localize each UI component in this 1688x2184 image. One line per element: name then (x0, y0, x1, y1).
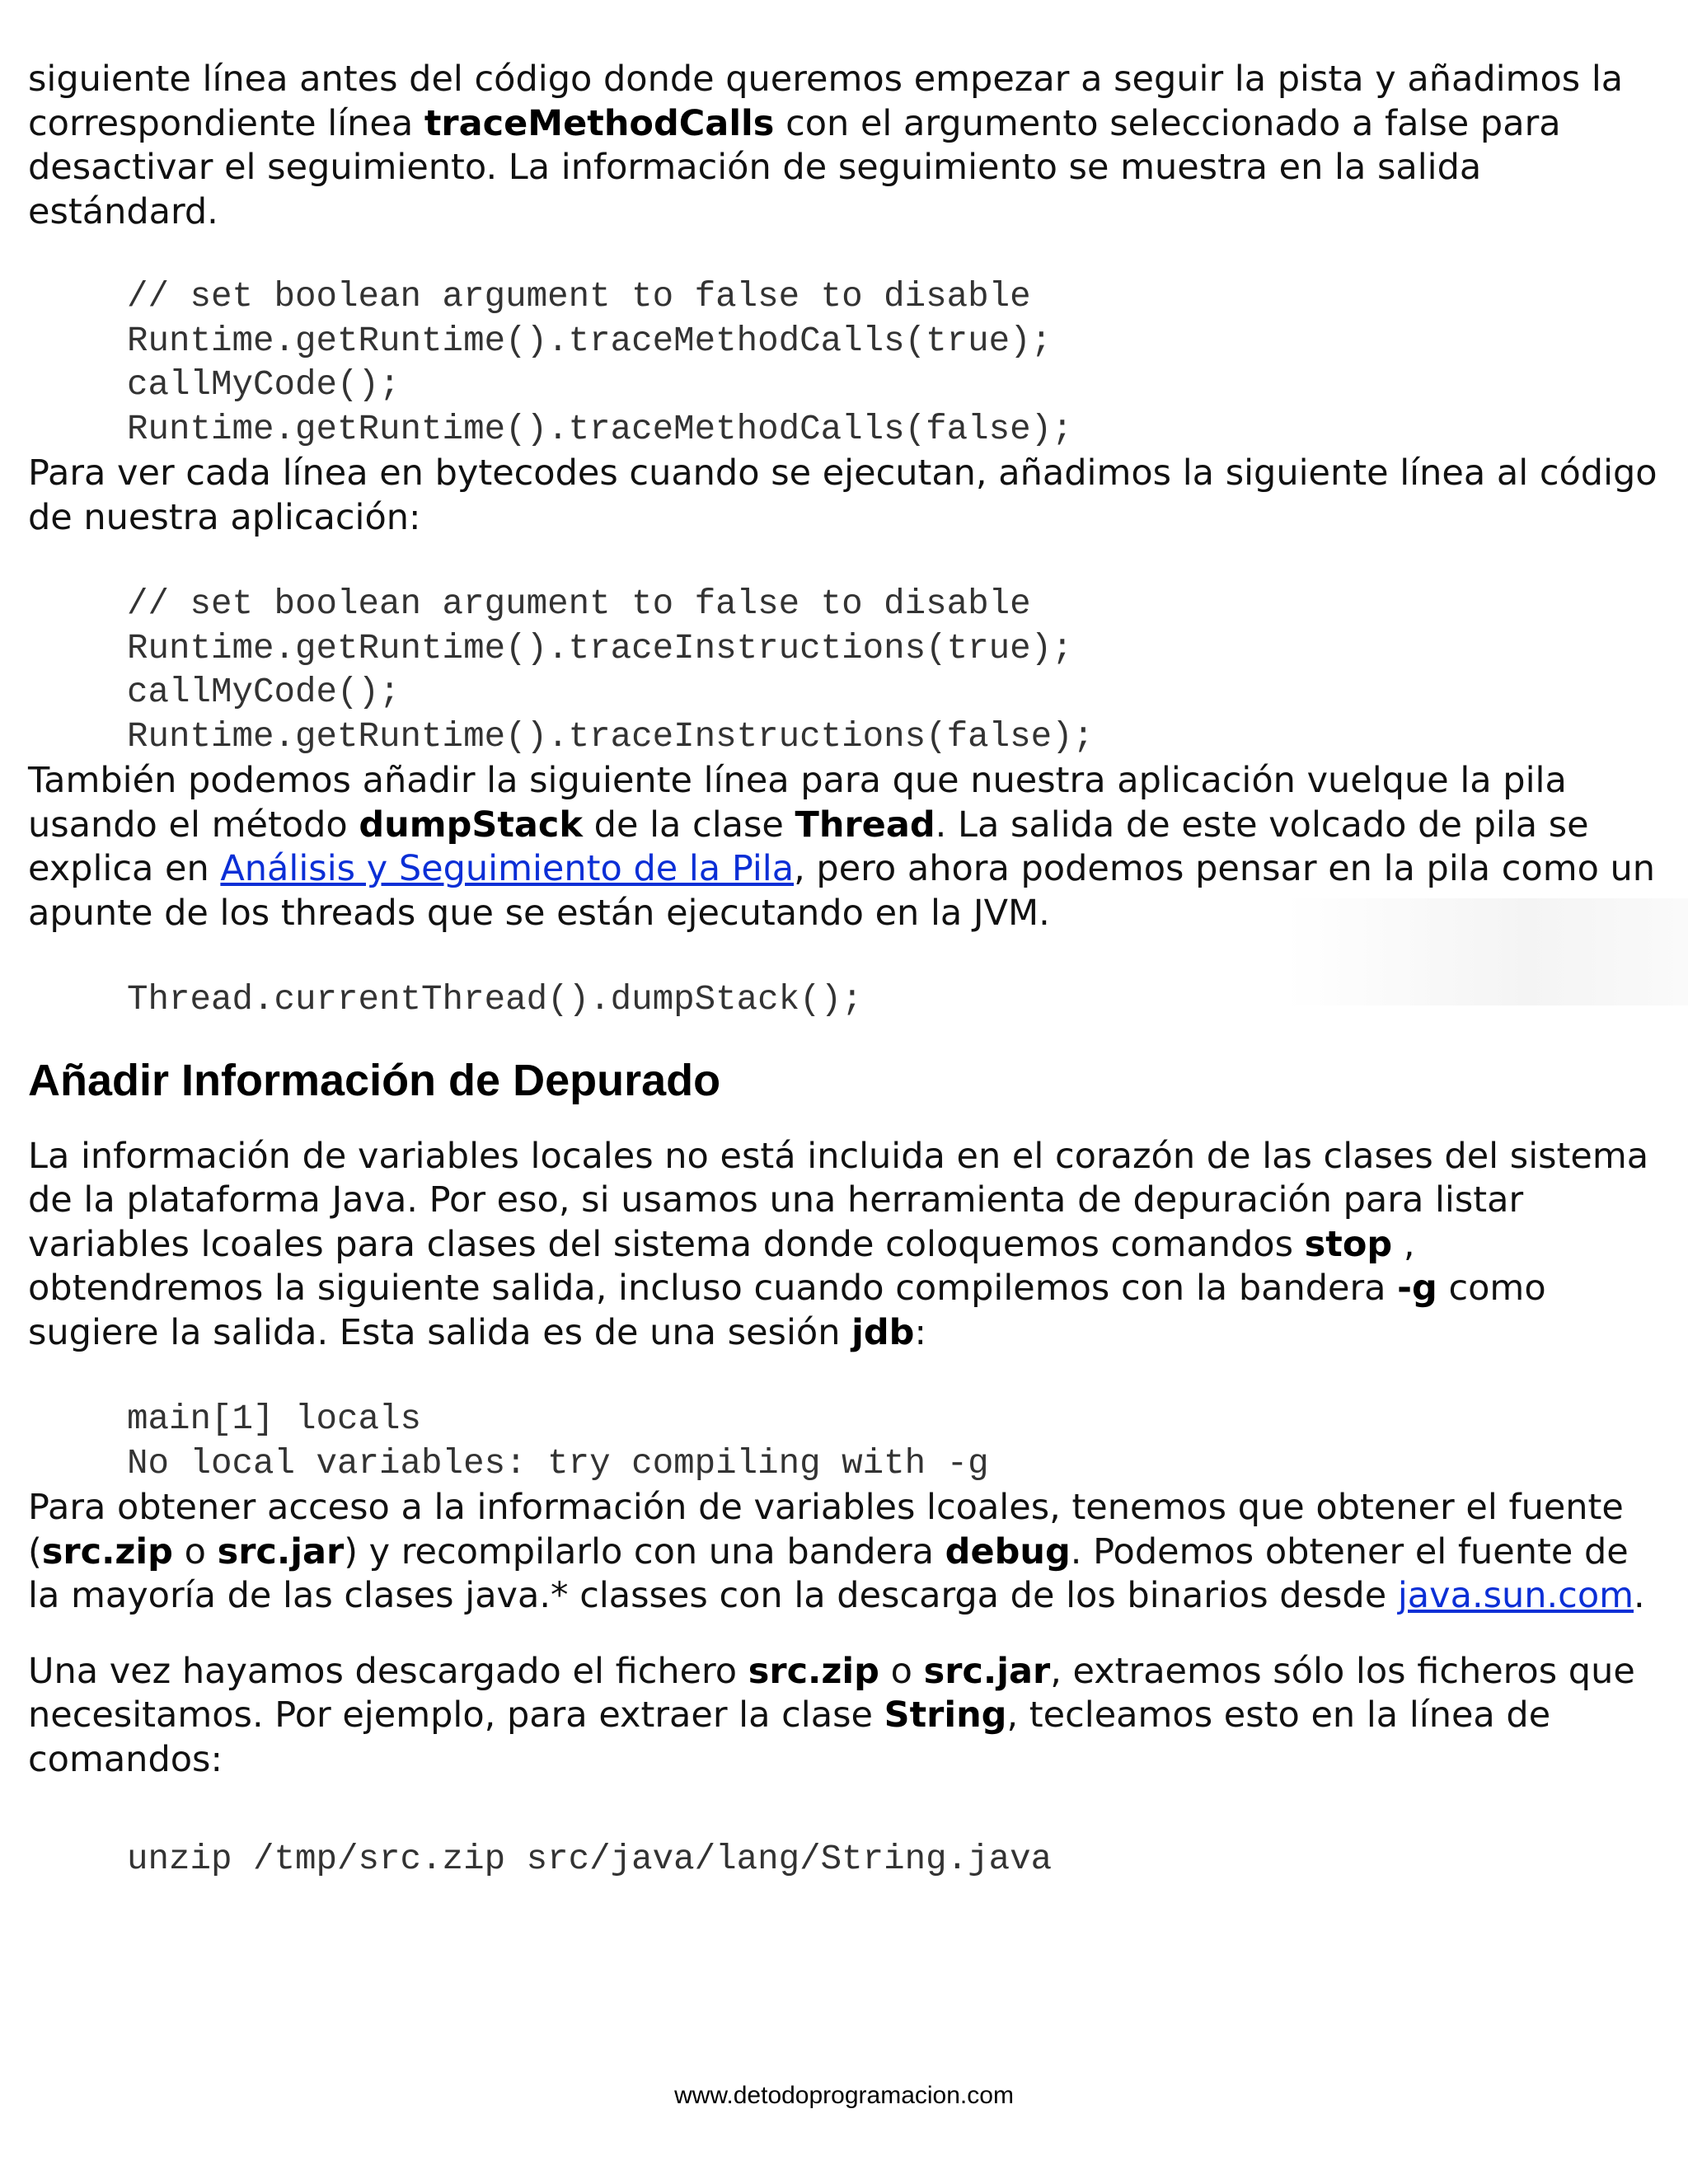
keyword-jdb: jdb (851, 1311, 915, 1353)
keyword-thread: Thread (795, 804, 935, 846)
code-line: Runtime.getRuntime().traceInstructions(false); (127, 716, 1095, 757)
code-block-trace-method-calls (28, 275, 1660, 452)
footer-url: www.detodoprogramacion.com (674, 2082, 1014, 2109)
code-block-jdb-locals (28, 1398, 1660, 1486)
code-line: Runtime.getRuntime().traceMethodCalls(false); (127, 409, 1073, 449)
paragraph-source-access: Para obtener acceso a la información de variables lcoales, tenemos que obtener el fuente (src.zip o src.jar) y recompilarlo con una bandera debug. Podemos obtener el fuente de la mayoría de las clases java.* classes con la descarga de los binarios desde java.sun.com. (28, 1487, 1645, 1616)
keyword-string: String (884, 1694, 1007, 1736)
section-heading: Añadir Información de Depurado (28, 1055, 721, 1105)
code-line: // set boolean argument to false to disable (127, 277, 1031, 316)
code-line: unzip /tmp/src.zip src/java/lang/String.java (127, 1840, 1053, 1879)
code-block-unzip (28, 1838, 1660, 1882)
paragraph-local-variables: La información de variables locales no está incluida en el corazón de las clases del sistema de la plataforma Java. Por eso, si usamos una herramienta de depuración para listar variables lcoales para clases del sistema donde coloquemos comandos stop , obtendremos la siguiente salida, incluso cuando compilemos con la bandera -g como sugiere la salida. Esta salida es de una sesión jdb: (28, 1135, 1649, 1353)
paragraph-extract-files: Una vez hayamos descargado el fichero src.zip o src.jar, extraemos sólo los ficheros que necesitamos. Por ejemplo, para extraer la clase String, tecleamos esto en la línea de comandos: (28, 1650, 1635, 1780)
link-analisis-pila[interactable]: Análisis y Seguimiento de la Pila (220, 848, 795, 889)
code-block-dump-stack (28, 978, 1660, 1023)
keyword-src-zip-2: src.zip (748, 1650, 879, 1692)
code-line: // set boolean argument to false to disable (127, 584, 1031, 624)
code-line: main[1] locals (127, 1399, 422, 1439)
paragraph-trace-method-calls: siguiente línea antes del código donde queremos empezar a seguir la pista y añadimos la correspondiente línea traceMethodCalls con el argumento seleccionado a false para desactivar el seguimiento. La información de seguimiento se muestra en la salida estándard. (28, 59, 1624, 232)
keyword-g-flag: -g (1397, 1268, 1437, 1309)
keyword-dump-stack: dumpStack (359, 804, 583, 846)
keyword-src-jar: src.jar (217, 1530, 345, 1572)
paragraph-bytecodes: Para ver cada línea en bytecodes cuando se ejecutan, añadimos la siguiente línea al código de nuestra aplicación: (28, 452, 1658, 538)
keyword-src-zip: src.zip (41, 1530, 173, 1572)
code-line: Thread.currentThread().dumpStack(); (127, 980, 863, 1019)
code-line: Runtime.getRuntime().traceMethodCalls(true); (127, 321, 1053, 361)
code-block-trace-instructions (28, 583, 1660, 759)
code-line: callMyCode(); (127, 365, 401, 405)
code-line: callMyCode(); (127, 673, 401, 712)
paragraph-dump-stack: También podemos añadir la siguiente línea para que nuestra aplicación vuelque la pila usando el método dumpStack de la clase Thread. La salida de este volcado de pila se explica en Análisis y Seguimiento de la Pila, pero ahora podemos pensar en la pila como un apunte de los threads que se están ejecutando en la JVM. (28, 760, 1656, 934)
keyword-trace-method-calls: traceMethodCalls (424, 102, 775, 144)
document-body (28, 58, 1660, 1882)
keyword-debug: debug (945, 1530, 1071, 1572)
keyword-stop: stop (1304, 1223, 1393, 1265)
code-line: Runtime.getRuntime().traceInstructions(true); (127, 628, 1073, 668)
keyword-src-jar-2: src.jar (923, 1650, 1051, 1692)
code-line: No local variables: try compiling with -g (127, 1443, 989, 1483)
link-java-sun[interactable]: java.sun.com (1397, 1575, 1634, 1616)
